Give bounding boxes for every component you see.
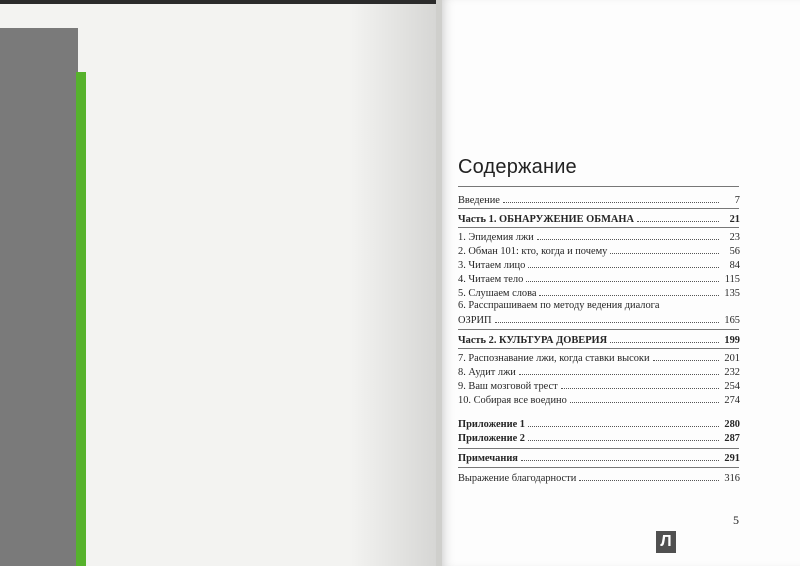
toc-row [458, 230, 740, 244]
toc-row [458, 212, 740, 226]
toc-label: Выражение благодарности [458, 473, 577, 484]
cover-edge [0, 28, 78, 566]
toc-page: 232 [724, 367, 740, 378]
toc-row [458, 299, 740, 313]
toc-page: 316 [724, 473, 740, 484]
toc-page: 135 [724, 288, 740, 299]
rule-after-part1 [458, 227, 739, 228]
toc-page: 21 [729, 214, 740, 225]
toc-page: 280 [724, 419, 740, 430]
leader-dots [561, 379, 719, 389]
toc-row [458, 272, 740, 286]
toc-label: 5. Слушаем слова [458, 288, 537, 299]
toc-label: 6. Расспрашиваем по методу ведения диалога [458, 300, 660, 311]
page-number: 5 [733, 513, 739, 527]
rule-before-notes [458, 448, 739, 449]
toc-label: 1. Эпидемия лжи [458, 232, 534, 243]
toc-label: Часть 1. ОБНАРУЖЕНИЕ ОБМАНА [458, 214, 635, 225]
leader-dots [579, 471, 719, 481]
rule-after-intro [458, 208, 739, 209]
toc-page: 291 [724, 453, 740, 464]
toc-row [458, 313, 740, 327]
toc-label: 8. Аудит лжи [458, 367, 516, 378]
toc-row [458, 471, 740, 485]
toc-page: 7 [734, 195, 740, 206]
toc-row [458, 379, 740, 393]
leader-dots [495, 313, 720, 323]
leader-dots [526, 272, 719, 282]
toc-label: Приложение 2 [458, 433, 526, 444]
rule-after-part2 [458, 348, 739, 349]
toc-label: Приложение 1 [458, 419, 526, 430]
leader-dots [528, 431, 719, 441]
leader-dots [570, 393, 719, 403]
toc-label: 7. Распознавание лжи, когда ставки высоки [458, 353, 650, 364]
leader-dots [528, 417, 719, 427]
toc-row [458, 286, 740, 300]
toc-label: 2. Обман 101: кто, когда и почему [458, 246, 608, 257]
toc-label: Введение [458, 195, 500, 206]
toc-page: 201 [724, 353, 740, 364]
toc-page: 254 [724, 381, 740, 392]
toc-row [458, 193, 740, 207]
cover-green-strip [76, 72, 86, 566]
toc-row [458, 431, 740, 445]
toc-label: 10. Собирая все воедино [458, 395, 567, 406]
leader-dots [519, 365, 719, 375]
leader-dots [610, 333, 719, 343]
leader-dots [610, 244, 719, 254]
toc-row [458, 244, 740, 258]
leader-dots [637, 212, 719, 222]
toc-page: 115 [724, 274, 740, 285]
leader-dots [653, 351, 719, 361]
leader-dots [537, 230, 719, 240]
book-gutter [436, 0, 442, 566]
leader-dots [539, 286, 719, 296]
toc-page: 199 [724, 335, 740, 346]
toc-row [458, 258, 740, 272]
leader-dots [528, 258, 719, 268]
toc-page: 23 [729, 232, 740, 243]
toc-label: ОЗРИП [458, 315, 492, 326]
toc-title: Содержание [458, 156, 577, 178]
rule-before-part2 [458, 329, 739, 330]
labirint-logo-icon: Л [656, 531, 676, 553]
toc-row [458, 417, 740, 431]
toc-row [458, 351, 740, 365]
rule-before-thanks [458, 467, 739, 468]
toc-row [458, 393, 740, 407]
toc-row [458, 451, 740, 465]
toc-page: 165 [724, 315, 740, 326]
toc-label: 3. Читаем лицо [458, 260, 526, 271]
toc-label: Примечания [458, 453, 518, 464]
toc-page: 84 [729, 260, 740, 271]
leader-dots [503, 193, 719, 203]
toc-row [458, 333, 740, 347]
leader-dots [521, 451, 719, 461]
toc-page: 274 [724, 395, 740, 406]
toc-page: 56 [729, 246, 740, 257]
toc-label: 4. Читаем тело [458, 274, 524, 285]
title-rule [458, 186, 739, 187]
toc-page: 287 [724, 433, 740, 444]
toc-label: 9. Ваш мозговой трест [458, 381, 558, 392]
toc-label: Часть 2. КУЛЬТУРА ДОВЕРИЯ [458, 335, 608, 346]
toc-row [458, 365, 740, 379]
